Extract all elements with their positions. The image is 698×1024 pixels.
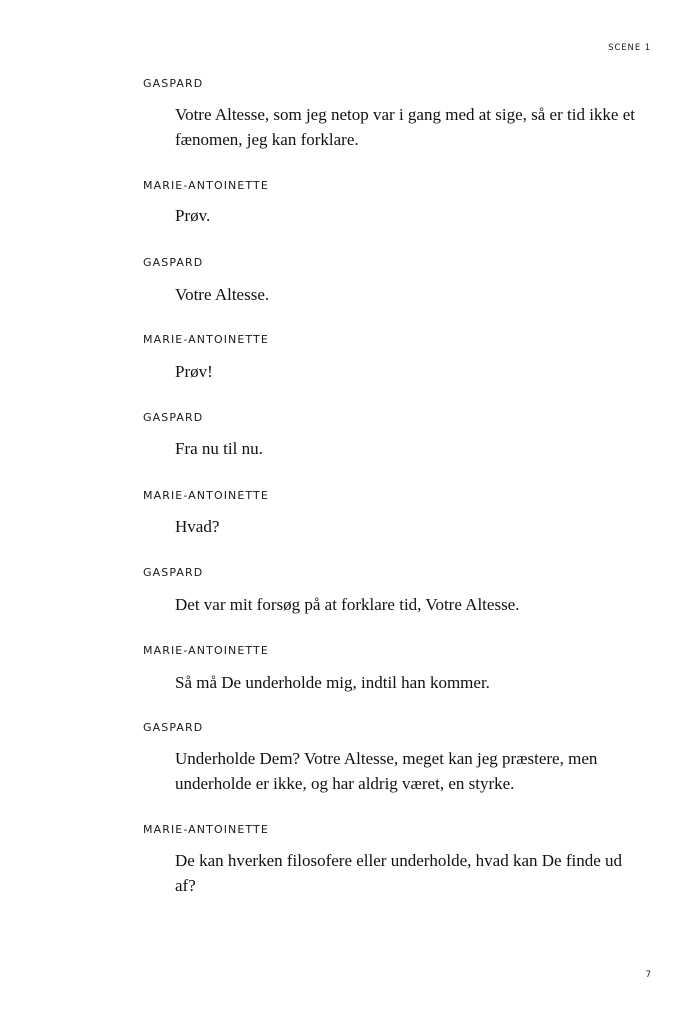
dialogue-line: Votre Altesse, som jeg netop var i gang med at sige, så er tid ikke et fænomen, jeg kan forklare.	[175, 105, 635, 149]
dialogue-line: Underholde Dem? Votre Altesse, meget kan jeg præstere, men underholde er ikke, og har aldrig været, en styrke.	[175, 749, 598, 793]
speaker-name: GASPARD	[143, 566, 204, 579]
speaker-name: GASPARD	[143, 411, 204, 424]
dialogue-line: Det var mit forsøg på at forklare tid, Votre Altesse.	[175, 595, 520, 614]
page-number: 7	[645, 970, 651, 980]
dialogue-line: Votre Altesse.	[175, 285, 270, 304]
speaker-name: MARIE-ANTOINETTE	[143, 644, 269, 657]
dialogue-line: De kan hverken filosofere eller underholde, hvad kan De finde ud af?	[175, 851, 623, 895]
dialogue-line: Fra nu til nu.	[175, 439, 263, 458]
speaker-name: GASPARD	[143, 256, 204, 269]
speaker-name: GASPARD	[143, 77, 204, 90]
speaker-name: MARIE-ANTOINETTE	[143, 823, 269, 836]
dialogue-line: Så må De underholde mig, indtil han kommer.	[175, 673, 490, 692]
speaker-name: MARIE-ANTOINETTE	[143, 179, 269, 192]
speaker-name: MARIE-ANTOINETTE	[143, 489, 269, 502]
speaker-name: GASPARD	[143, 721, 204, 734]
dialogue-line: Prøv.	[175, 206, 211, 225]
running-head: SCENE 1	[608, 43, 651, 53]
speaker-name: MARIE-ANTOINETTE	[143, 333, 269, 346]
dialogue-line: Prøv!	[175, 362, 213, 381]
dialogue-line: Hvad?	[175, 517, 220, 536]
